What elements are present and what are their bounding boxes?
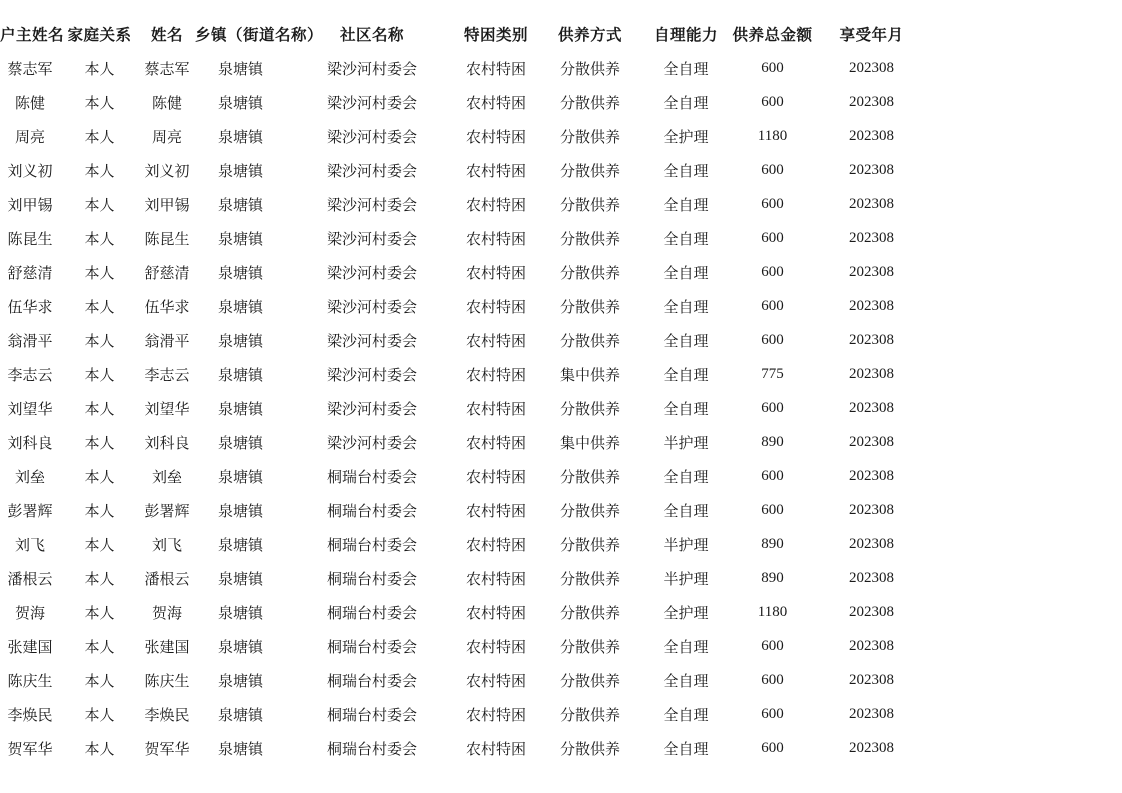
cell-benefit-month: 202308 bbox=[849, 433, 894, 450]
cell-township: 泉塘镇 bbox=[217, 127, 263, 146]
cell-benefit-month: 202308 bbox=[849, 161, 894, 178]
cell-hardship-category: 农村特困 bbox=[465, 297, 526, 316]
cell-benefit-month: 202308 bbox=[849, 467, 894, 484]
cell-benefit-month: 202308 bbox=[849, 365, 894, 382]
cell-hardship-category: 农村特困 bbox=[465, 399, 526, 418]
cell-hardship-category: 农村特困 bbox=[465, 433, 526, 452]
cell-total-support-amount: 600 bbox=[761, 637, 784, 654]
cell-support-method: 分散供养 bbox=[559, 195, 620, 214]
cell-household-head-name: 陈健 bbox=[14, 93, 45, 112]
cell-benefit-month: 202308 bbox=[849, 127, 894, 144]
table-body bbox=[0, 51, 1122, 765]
cell-name: 李志云 bbox=[144, 365, 190, 384]
table-row bbox=[0, 425, 1122, 459]
row-spacer bbox=[924, 663, 1122, 697]
header-total-support-amount: 供养总金额 bbox=[732, 26, 813, 44]
row-spacer bbox=[924, 51, 1122, 85]
cell-community: 梁沙河村委会 bbox=[326, 297, 417, 316]
relief-roster-sheet bbox=[0, 17, 1122, 765]
header-benefit-month: 享受年月 bbox=[839, 26, 904, 44]
cell-benefit-month: 202308 bbox=[849, 93, 894, 110]
table-row bbox=[0, 697, 1122, 731]
table-row bbox=[0, 221, 1122, 255]
cell-family-relation: 本人 bbox=[84, 433, 115, 452]
cell-self-care-ability: 全自理 bbox=[663, 59, 709, 78]
cell-benefit-month: 202308 bbox=[849, 229, 894, 246]
cell-benefit-month: 202308 bbox=[849, 739, 894, 756]
cell-self-care-ability: 全自理 bbox=[663, 93, 709, 112]
table-row bbox=[0, 595, 1122, 629]
cell-benefit-month: 202308 bbox=[849, 195, 894, 212]
cell-family-relation: 本人 bbox=[84, 195, 115, 214]
cell-support-method: 分散供养 bbox=[559, 127, 620, 146]
cell-community: 桐瑞台村委会 bbox=[326, 739, 417, 758]
cell-benefit-month: 202308 bbox=[849, 501, 894, 518]
cell-name: 刘甲锡 bbox=[144, 195, 190, 214]
cell-township: 泉塘镇 bbox=[217, 59, 263, 78]
table-row bbox=[0, 323, 1122, 357]
cell-township: 泉塘镇 bbox=[217, 603, 263, 622]
cell-hardship-category: 农村特困 bbox=[465, 229, 526, 248]
cell-household-head-name: 伍华求 bbox=[7, 297, 53, 316]
cell-support-method: 分散供养 bbox=[559, 603, 620, 622]
cell-self-care-ability: 全自理 bbox=[663, 229, 709, 248]
cell-self-care-ability: 全自理 bbox=[663, 263, 709, 282]
cell-total-support-amount: 600 bbox=[761, 195, 784, 212]
cell-support-method: 分散供养 bbox=[559, 739, 620, 758]
header-spacer bbox=[924, 17, 1122, 51]
cell-name: 刘望华 bbox=[144, 399, 190, 418]
row-spacer bbox=[924, 391, 1122, 425]
cell-name: 刘义初 bbox=[144, 161, 190, 180]
row-spacer bbox=[924, 153, 1122, 187]
cell-self-care-ability: 全自理 bbox=[663, 705, 709, 724]
cell-self-care-ability: 全自理 bbox=[663, 297, 709, 316]
cell-township: 泉塘镇 bbox=[217, 535, 263, 554]
cell-township: 泉塘镇 bbox=[217, 569, 263, 588]
cell-self-care-ability: 半护理 bbox=[663, 433, 709, 452]
row-spacer bbox=[924, 697, 1122, 731]
table-row bbox=[0, 527, 1122, 561]
cell-family-relation: 本人 bbox=[84, 569, 115, 588]
table-row bbox=[0, 391, 1122, 425]
cell-support-method: 分散供养 bbox=[559, 637, 620, 656]
cell-total-support-amount: 600 bbox=[761, 297, 784, 314]
cell-community: 桐瑞台村委会 bbox=[326, 535, 417, 554]
cell-benefit-month: 202308 bbox=[849, 331, 894, 348]
table-row bbox=[0, 153, 1122, 187]
cell-hardship-category: 农村特困 bbox=[465, 161, 526, 180]
cell-household-head-name: 贺海 bbox=[14, 603, 45, 622]
cell-community: 桐瑞台村委会 bbox=[326, 569, 417, 588]
cell-community: 桐瑞台村委会 bbox=[326, 705, 417, 724]
cell-self-care-ability: 全护理 bbox=[663, 127, 709, 146]
cell-name: 刘科良 bbox=[144, 433, 190, 452]
cell-hardship-category: 农村特困 bbox=[465, 59, 526, 78]
table-header bbox=[0, 17, 1122, 51]
cell-community: 梁沙河村委会 bbox=[326, 127, 417, 146]
cell-total-support-amount: 600 bbox=[761, 93, 784, 110]
cell-self-care-ability: 半护理 bbox=[663, 535, 709, 554]
cell-support-method: 分散供养 bbox=[559, 161, 620, 180]
cell-household-head-name: 舒慈清 bbox=[7, 263, 53, 282]
cell-benefit-month: 202308 bbox=[849, 535, 894, 552]
cell-support-method: 分散供养 bbox=[559, 263, 620, 282]
cell-household-head-name: 张建国 bbox=[7, 637, 53, 656]
cell-hardship-category: 农村特困 bbox=[465, 127, 526, 146]
row-spacer bbox=[924, 255, 1122, 289]
cell-hardship-category: 农村特困 bbox=[465, 93, 526, 112]
table-row bbox=[0, 85, 1122, 119]
header-hardship-category: 特困类别 bbox=[463, 26, 528, 44]
cell-self-care-ability: 全自理 bbox=[663, 739, 709, 758]
header-township: 乡镇（街道名称） bbox=[195, 26, 324, 44]
cell-household-head-name: 翁滑平 bbox=[7, 331, 53, 350]
cell-support-method: 分散供养 bbox=[559, 93, 620, 112]
cell-hardship-category: 农村特困 bbox=[465, 569, 526, 588]
cell-name: 刘垒 bbox=[151, 467, 182, 486]
cell-hardship-category: 农村特困 bbox=[465, 603, 526, 622]
cell-household-head-name: 刘科良 bbox=[7, 433, 53, 452]
cell-support-method: 分散供养 bbox=[559, 297, 620, 316]
cell-household-head-name: 刘飞 bbox=[14, 535, 45, 554]
cell-total-support-amount: 600 bbox=[761, 331, 784, 348]
cell-total-support-amount: 600 bbox=[761, 671, 784, 688]
cell-township: 泉塘镇 bbox=[217, 399, 263, 418]
cell-total-support-amount: 600 bbox=[761, 161, 784, 178]
cell-hardship-category: 农村特困 bbox=[465, 467, 526, 486]
cell-self-care-ability: 全自理 bbox=[663, 195, 709, 214]
row-spacer bbox=[924, 731, 1122, 765]
table-row bbox=[0, 255, 1122, 289]
cell-benefit-month: 202308 bbox=[849, 603, 894, 620]
cell-name: 贺海 bbox=[151, 603, 182, 622]
header-self-care-ability: 自理能力 bbox=[653, 26, 718, 44]
cell-support-method: 分散供养 bbox=[559, 399, 620, 418]
cell-total-support-amount: 775 bbox=[761, 365, 784, 382]
cell-name: 彭署辉 bbox=[144, 501, 190, 520]
cell-township: 泉塘镇 bbox=[217, 229, 263, 248]
cell-household-head-name: 陈庆生 bbox=[7, 671, 53, 690]
cell-self-care-ability: 全自理 bbox=[663, 399, 709, 418]
table-row bbox=[0, 357, 1122, 391]
row-spacer bbox=[924, 357, 1122, 391]
cell-hardship-category: 农村特困 bbox=[465, 501, 526, 520]
cell-community: 梁沙河村委会 bbox=[326, 229, 417, 248]
cell-household-head-name: 周亮 bbox=[14, 127, 45, 146]
cell-household-head-name: 彭署辉 bbox=[7, 501, 53, 520]
cell-community: 梁沙河村委会 bbox=[326, 59, 417, 78]
table-row bbox=[0, 187, 1122, 221]
cell-support-method: 分散供养 bbox=[559, 467, 620, 486]
cell-family-relation: 本人 bbox=[84, 705, 115, 724]
cell-support-method: 分散供养 bbox=[559, 671, 620, 690]
row-spacer bbox=[924, 221, 1122, 255]
cell-self-care-ability: 全自理 bbox=[663, 161, 709, 180]
cell-community: 梁沙河村委会 bbox=[326, 365, 417, 384]
cell-total-support-amount: 890 bbox=[761, 535, 784, 552]
cell-family-relation: 本人 bbox=[84, 399, 115, 418]
cell-hardship-category: 农村特困 bbox=[465, 331, 526, 350]
table-row bbox=[0, 663, 1122, 697]
cell-benefit-month: 202308 bbox=[849, 297, 894, 314]
cell-self-care-ability: 全自理 bbox=[663, 331, 709, 350]
cell-township: 泉塘镇 bbox=[217, 365, 263, 384]
cell-household-head-name: 李焕民 bbox=[7, 705, 53, 724]
cell-community: 桐瑞台村委会 bbox=[326, 501, 417, 520]
cell-community: 桐瑞台村委会 bbox=[326, 637, 417, 656]
cell-township: 泉塘镇 bbox=[217, 195, 263, 214]
cell-name: 周亮 bbox=[151, 127, 182, 146]
header-household-head-name: 户主姓名 bbox=[0, 26, 65, 44]
cell-support-method: 分散供养 bbox=[559, 229, 620, 248]
cell-family-relation: 本人 bbox=[84, 637, 115, 656]
cell-name: 蔡志军 bbox=[144, 59, 190, 78]
cell-total-support-amount: 890 bbox=[761, 433, 784, 450]
cell-benefit-month: 202308 bbox=[849, 59, 894, 76]
cell-benefit-month: 202308 bbox=[849, 263, 894, 280]
cell-township: 泉塘镇 bbox=[217, 467, 263, 486]
cell-total-support-amount: 600 bbox=[761, 263, 784, 280]
cell-support-method: 分散供养 bbox=[559, 59, 620, 78]
cell-township: 泉塘镇 bbox=[217, 739, 263, 758]
cell-self-care-ability: 全自理 bbox=[663, 671, 709, 690]
cell-household-head-name: 蔡志军 bbox=[7, 59, 53, 78]
cell-total-support-amount: 600 bbox=[761, 705, 784, 722]
cell-support-method: 分散供养 bbox=[559, 535, 620, 554]
cell-total-support-amount: 890 bbox=[761, 569, 784, 586]
cell-household-head-name: 刘垒 bbox=[14, 467, 45, 486]
cell-family-relation: 本人 bbox=[84, 501, 115, 520]
cell-family-relation: 本人 bbox=[84, 739, 115, 758]
table-row bbox=[0, 119, 1122, 153]
relief-roster-table bbox=[0, 17, 1122, 765]
cell-self-care-ability: 全护理 bbox=[663, 603, 709, 622]
cell-name: 潘根云 bbox=[144, 569, 190, 588]
cell-family-relation: 本人 bbox=[84, 671, 115, 690]
cell-name: 贺军华 bbox=[144, 739, 190, 758]
row-spacer bbox=[924, 493, 1122, 527]
cell-family-relation: 本人 bbox=[84, 467, 115, 486]
cell-family-relation: 本人 bbox=[84, 603, 115, 622]
cell-community: 梁沙河村委会 bbox=[326, 93, 417, 112]
cell-support-method: 集中供养 bbox=[559, 365, 620, 384]
cell-family-relation: 本人 bbox=[84, 229, 115, 248]
cell-community: 梁沙河村委会 bbox=[326, 263, 417, 282]
cell-support-method: 分散供养 bbox=[559, 331, 620, 350]
cell-name: 张建国 bbox=[144, 637, 190, 656]
cell-total-support-amount: 600 bbox=[761, 399, 784, 416]
table-row bbox=[0, 561, 1122, 595]
cell-hardship-category: 农村特困 bbox=[465, 195, 526, 214]
cell-household-head-name: 潘根云 bbox=[7, 569, 53, 588]
cell-community: 梁沙河村委会 bbox=[326, 195, 417, 214]
header-row bbox=[0, 17, 1122, 51]
cell-community: 桐瑞台村委会 bbox=[326, 671, 417, 690]
cell-household-head-name: 李志云 bbox=[7, 365, 53, 384]
cell-community: 梁沙河村委会 bbox=[326, 433, 417, 452]
cell-name: 刘飞 bbox=[151, 535, 182, 554]
cell-total-support-amount: 600 bbox=[761, 467, 784, 484]
cell-community: 梁沙河村委会 bbox=[326, 399, 417, 418]
cell-support-method: 集中供养 bbox=[559, 433, 620, 452]
cell-hardship-category: 农村特困 bbox=[465, 705, 526, 724]
table-row bbox=[0, 629, 1122, 663]
cell-total-support-amount: 600 bbox=[761, 229, 784, 246]
row-spacer bbox=[924, 595, 1122, 629]
row-spacer bbox=[924, 527, 1122, 561]
row-spacer bbox=[924, 85, 1122, 119]
cell-name: 陈昆生 bbox=[144, 229, 190, 248]
cell-household-head-name: 陈昆生 bbox=[7, 229, 53, 248]
cell-township: 泉塘镇 bbox=[217, 93, 263, 112]
cell-family-relation: 本人 bbox=[84, 93, 115, 112]
table-row bbox=[0, 459, 1122, 493]
cell-township: 泉塘镇 bbox=[217, 671, 263, 690]
cell-family-relation: 本人 bbox=[84, 59, 115, 78]
cell-benefit-month: 202308 bbox=[849, 569, 894, 586]
cell-hardship-category: 农村特困 bbox=[465, 671, 526, 690]
cell-household-head-name: 刘义初 bbox=[7, 161, 53, 180]
cell-township: 泉塘镇 bbox=[217, 331, 263, 350]
row-spacer bbox=[924, 119, 1122, 153]
cell-township: 泉塘镇 bbox=[217, 297, 263, 316]
cell-family-relation: 本人 bbox=[84, 365, 115, 384]
cell-self-care-ability: 全自理 bbox=[663, 501, 709, 520]
cell-name: 舒慈清 bbox=[144, 263, 190, 282]
table-row bbox=[0, 51, 1122, 85]
row-spacer bbox=[924, 425, 1122, 459]
cell-community: 桐瑞台村委会 bbox=[326, 603, 417, 622]
cell-name: 陈健 bbox=[151, 93, 182, 112]
cell-family-relation: 本人 bbox=[84, 535, 115, 554]
cell-hardship-category: 农村特困 bbox=[465, 365, 526, 384]
header-community: 社区名称 bbox=[339, 26, 404, 44]
cell-name: 伍华求 bbox=[144, 297, 190, 316]
cell-hardship-category: 农村特困 bbox=[465, 263, 526, 282]
table-row bbox=[0, 289, 1122, 323]
cell-family-relation: 本人 bbox=[84, 331, 115, 350]
row-spacer bbox=[924, 323, 1122, 357]
cell-self-care-ability: 全自理 bbox=[663, 467, 709, 486]
cell-support-method: 分散供养 bbox=[559, 705, 620, 724]
table-row bbox=[0, 493, 1122, 527]
cell-community: 桐瑞台村委会 bbox=[326, 467, 417, 486]
cell-support-method: 分散供养 bbox=[559, 501, 620, 520]
cell-benefit-month: 202308 bbox=[849, 671, 894, 688]
cell-family-relation: 本人 bbox=[84, 161, 115, 180]
cell-family-relation: 本人 bbox=[84, 127, 115, 146]
cell-total-support-amount: 1180 bbox=[757, 127, 788, 144]
header-family-relation: 家庭关系 bbox=[67, 26, 132, 44]
cell-support-method: 分散供养 bbox=[559, 569, 620, 588]
cell-family-relation: 本人 bbox=[84, 297, 115, 316]
table-row bbox=[0, 731, 1122, 765]
cell-benefit-month: 202308 bbox=[849, 637, 894, 654]
cell-name: 翁滑平 bbox=[144, 331, 190, 350]
cell-total-support-amount: 600 bbox=[761, 501, 784, 518]
cell-hardship-category: 农村特困 bbox=[465, 535, 526, 554]
cell-self-care-ability: 半护理 bbox=[663, 569, 709, 588]
cell-self-care-ability: 全自理 bbox=[663, 365, 709, 384]
header-name: 姓名 bbox=[150, 26, 183, 44]
cell-benefit-month: 202308 bbox=[849, 705, 894, 722]
cell-township: 泉塘镇 bbox=[217, 501, 263, 520]
cell-community: 梁沙河村委会 bbox=[326, 161, 417, 180]
cell-township: 泉塘镇 bbox=[217, 433, 263, 452]
row-spacer bbox=[924, 289, 1122, 323]
cell-township: 泉塘镇 bbox=[217, 637, 263, 656]
cell-total-support-amount: 600 bbox=[761, 739, 784, 756]
row-spacer bbox=[924, 187, 1122, 221]
cell-benefit-month: 202308 bbox=[849, 399, 894, 416]
cell-township: 泉塘镇 bbox=[217, 705, 263, 724]
cell-household-head-name: 刘甲锡 bbox=[7, 195, 53, 214]
cell-total-support-amount: 600 bbox=[761, 59, 784, 76]
row-spacer bbox=[924, 459, 1122, 493]
row-spacer bbox=[924, 561, 1122, 595]
cell-family-relation: 本人 bbox=[84, 263, 115, 282]
cell-township: 泉塘镇 bbox=[217, 161, 263, 180]
cell-township: 泉塘镇 bbox=[217, 263, 263, 282]
row-spacer bbox=[924, 629, 1122, 663]
cell-name: 陈庆生 bbox=[144, 671, 190, 690]
cell-hardship-category: 农村特困 bbox=[465, 739, 526, 758]
cell-household-head-name: 刘望华 bbox=[7, 399, 53, 418]
cell-community: 梁沙河村委会 bbox=[326, 331, 417, 350]
cell-total-support-amount: 1180 bbox=[757, 603, 788, 620]
header-support-method: 供养方式 bbox=[557, 26, 622, 44]
cell-hardship-category: 农村特困 bbox=[465, 637, 526, 656]
cell-self-care-ability: 全自理 bbox=[663, 637, 709, 656]
cell-household-head-name: 贺军华 bbox=[7, 739, 53, 758]
cell-name: 李焕民 bbox=[144, 705, 190, 724]
